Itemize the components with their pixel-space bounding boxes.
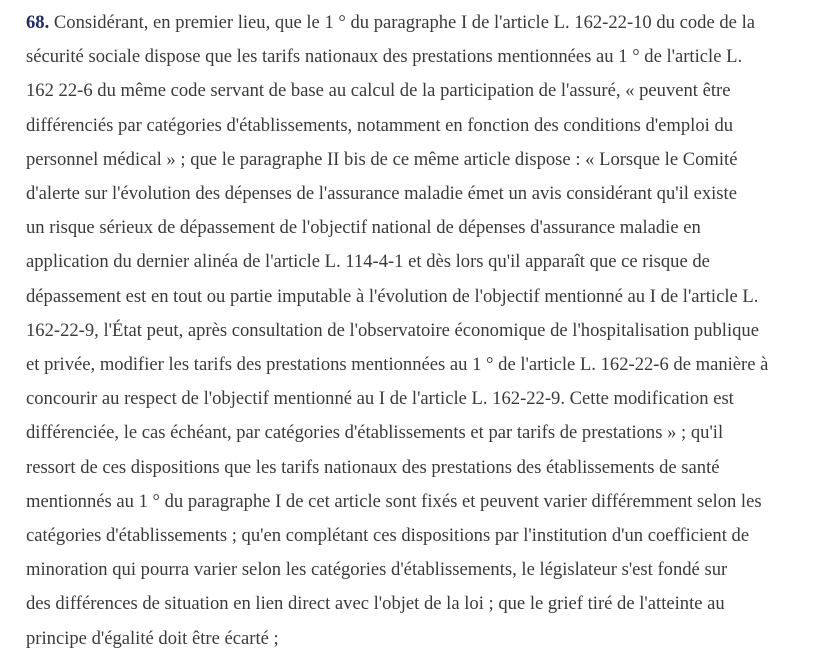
paragraph-line: ressort de ces dispositions que les tarifs nationaux des prestations des établissements de santé [26,456,720,478]
paragraph-line: personnel médical » ; que le paragraphe II bis de ce même article dispose : « Lorsque le Comité [26,148,738,170]
paragraph-line [26,6,806,40]
paragraph-line: principe d'égalité doit être écarté ; [26,627,279,649]
paragraph-line: application du dernier alinéa de l'article L. 114-4-1 et dès lors qu'il apparaît que ce risque de [26,251,710,273]
paragraph-68 [26,6,806,656]
paragraph-line: catégories d'établissements ; qu'en complétant ces dispositions par l'institution d'un coefficient de [26,525,750,547]
paragraph-number: 68. [26,12,50,33]
paragraph-line: dépassement est en tout ou partie imputable à l'évolution de l'objectif mentionné au I de l'article L. [26,285,759,307]
paragraph-line: concourir au respect de l'objectif mentionné au I de l'article L. 162-22-9. Cette modification est [26,388,734,410]
paragraph-line: mentionnés au 1 ° du paragraphe I de cet article sont fixés et peuvent varier différemment selon les [26,490,762,512]
document-body [26,6,806,656]
paragraph-line: des différences de situation en lien direct avec l'objet de la loi ; que le grief tiré de l'atteinte au [26,593,725,615]
paragraph-line: d'alerte sur l'évolution des dépenses de l'assurance maladie émet un avis considérant qu'il existe [26,183,737,205]
paragraph-line: différenciée, le cas échéant, par catégories d'établissements et par tarifs de prestations » ; qu'il [26,422,724,444]
paragraph-line: 162-22-9, l'État peut, après consultation de l'observatoire économique de l'hospitalisation publique [26,319,759,341]
paragraph-line: 162 22-6 du même code servant de base au calcul de la participation de l'assuré, « peuvent être [26,80,731,102]
paragraph-line: et privée, modifier les tarifs des prestations mentionnées au 1 ° de l'article L. 162-22-6 de manière à [26,354,769,376]
paragraph-line: sécurité sociale dispose que les tarifs nationaux des prestations mentionnées au 1 ° de l'article L. [26,46,743,68]
paragraph-line: un risque sérieux de dépassement de l'objectif national de dépenses d'assurance maladie en [26,217,701,239]
paragraph-line: minoration qui pourra varier selon les catégories d'établissements, le législateur s'est fondé sur [26,559,728,581]
paragraph-line-text: Considérant, en premier lieu, que le 1 ° du paragraphe I de l'article L. 162-22-10 du code de la [53,12,755,33]
paragraph-line: différenciés par catégories d'établissements, notamment en fonction des conditions d'emploi du [26,114,734,136]
